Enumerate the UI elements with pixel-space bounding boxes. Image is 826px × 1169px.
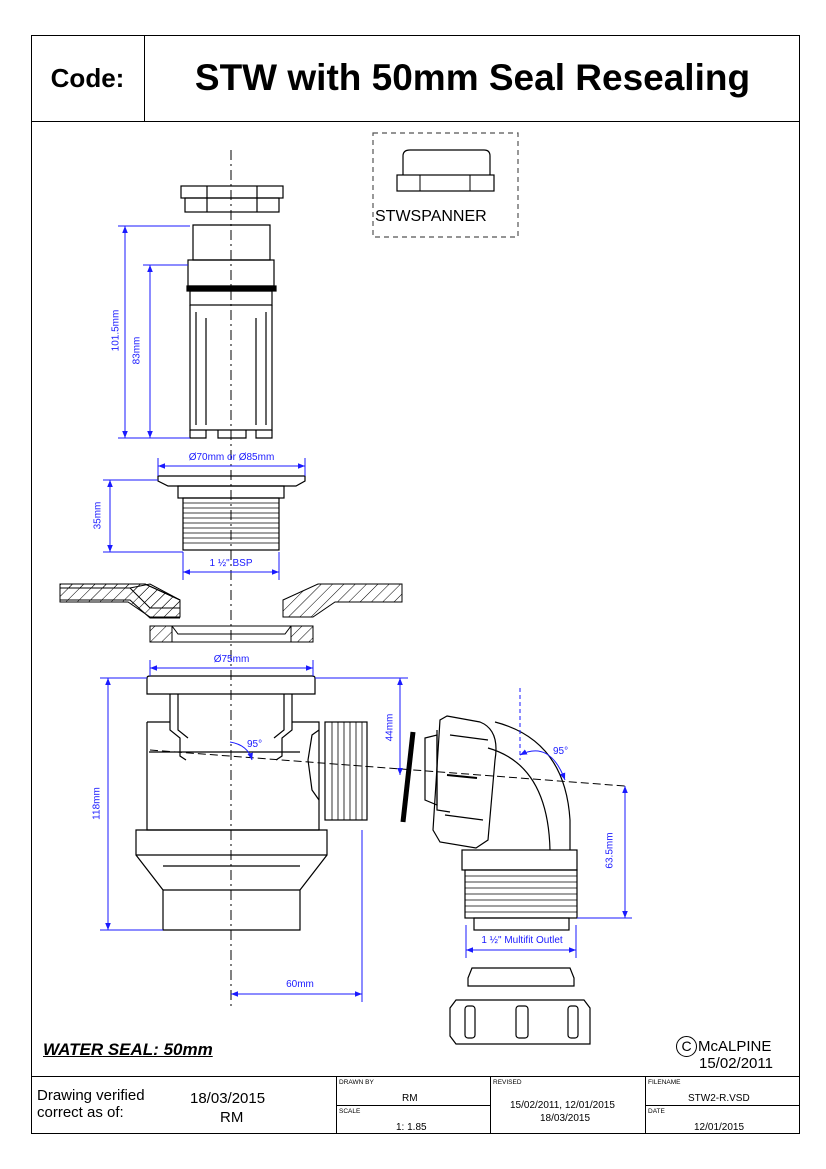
date: 12/01/2015 [694, 1122, 745, 1133]
olive-washer [403, 732, 413, 822]
drawn-by-label: DRAWN BY [339, 1079, 374, 1086]
dim-44: 44mm [384, 713, 396, 742]
dim-118: 118mm [91, 787, 103, 820]
angle-right: 95° [553, 746, 569, 757]
dim-35: 35mm [92, 501, 104, 530]
verified-date: 18/03/2015 [190, 1090, 266, 1107]
dim-83: 83mm [131, 336, 143, 365]
filename: STW2-R.VSD [688, 1093, 750, 1104]
dim-101: 101.5mm [110, 309, 122, 352]
dim-multifit: 1 ½" Multifit Outlet [481, 935, 563, 946]
angle-left: 95° [247, 739, 263, 750]
copyright-block [676, 1036, 771, 1057]
copyright-icon: C [676, 1036, 697, 1057]
dim-flange: Ø70mm or Ø85mm [188, 452, 275, 463]
date-label: DATE [648, 1108, 665, 1115]
scale: 1: 1.85 [396, 1122, 427, 1133]
revised-label: REVISED [493, 1079, 522, 1086]
code-label: Code: [31, 35, 145, 122]
verified-label: Drawing verified correct as of: [37, 1087, 145, 1121]
plug-assembly [181, 186, 283, 438]
dim-bsp: 1 ½" BSP [209, 558, 253, 569]
spanner-label: STWSPANNER [375, 208, 487, 225]
drawing-title: STW with 50mm Seal Resealing [145, 35, 800, 122]
dim-63: 63.5mm [604, 832, 616, 869]
company-date: 15/02/2011 [699, 1055, 773, 1072]
dim-60: 60mm [286, 979, 314, 990]
company-name: McALPINE [698, 1038, 772, 1055]
filename-label: FILENAME [648, 1079, 681, 1086]
revised-line1: 15/02/2011, 12/01/2015 [510, 1100, 615, 1111]
dim-75: Ø75mm [213, 654, 250, 665]
trap-body [136, 676, 367, 930]
verified-by: RM [220, 1109, 244, 1126]
revised-line2: 18/03/2015 [540, 1113, 591, 1124]
compression-nut [450, 968, 590, 1044]
scale-label: SCALE [339, 1108, 361, 1115]
water-seal-note: WATER SEAL: 50mm [43, 1040, 213, 1059]
drawn-by: RM [402, 1093, 418, 1104]
